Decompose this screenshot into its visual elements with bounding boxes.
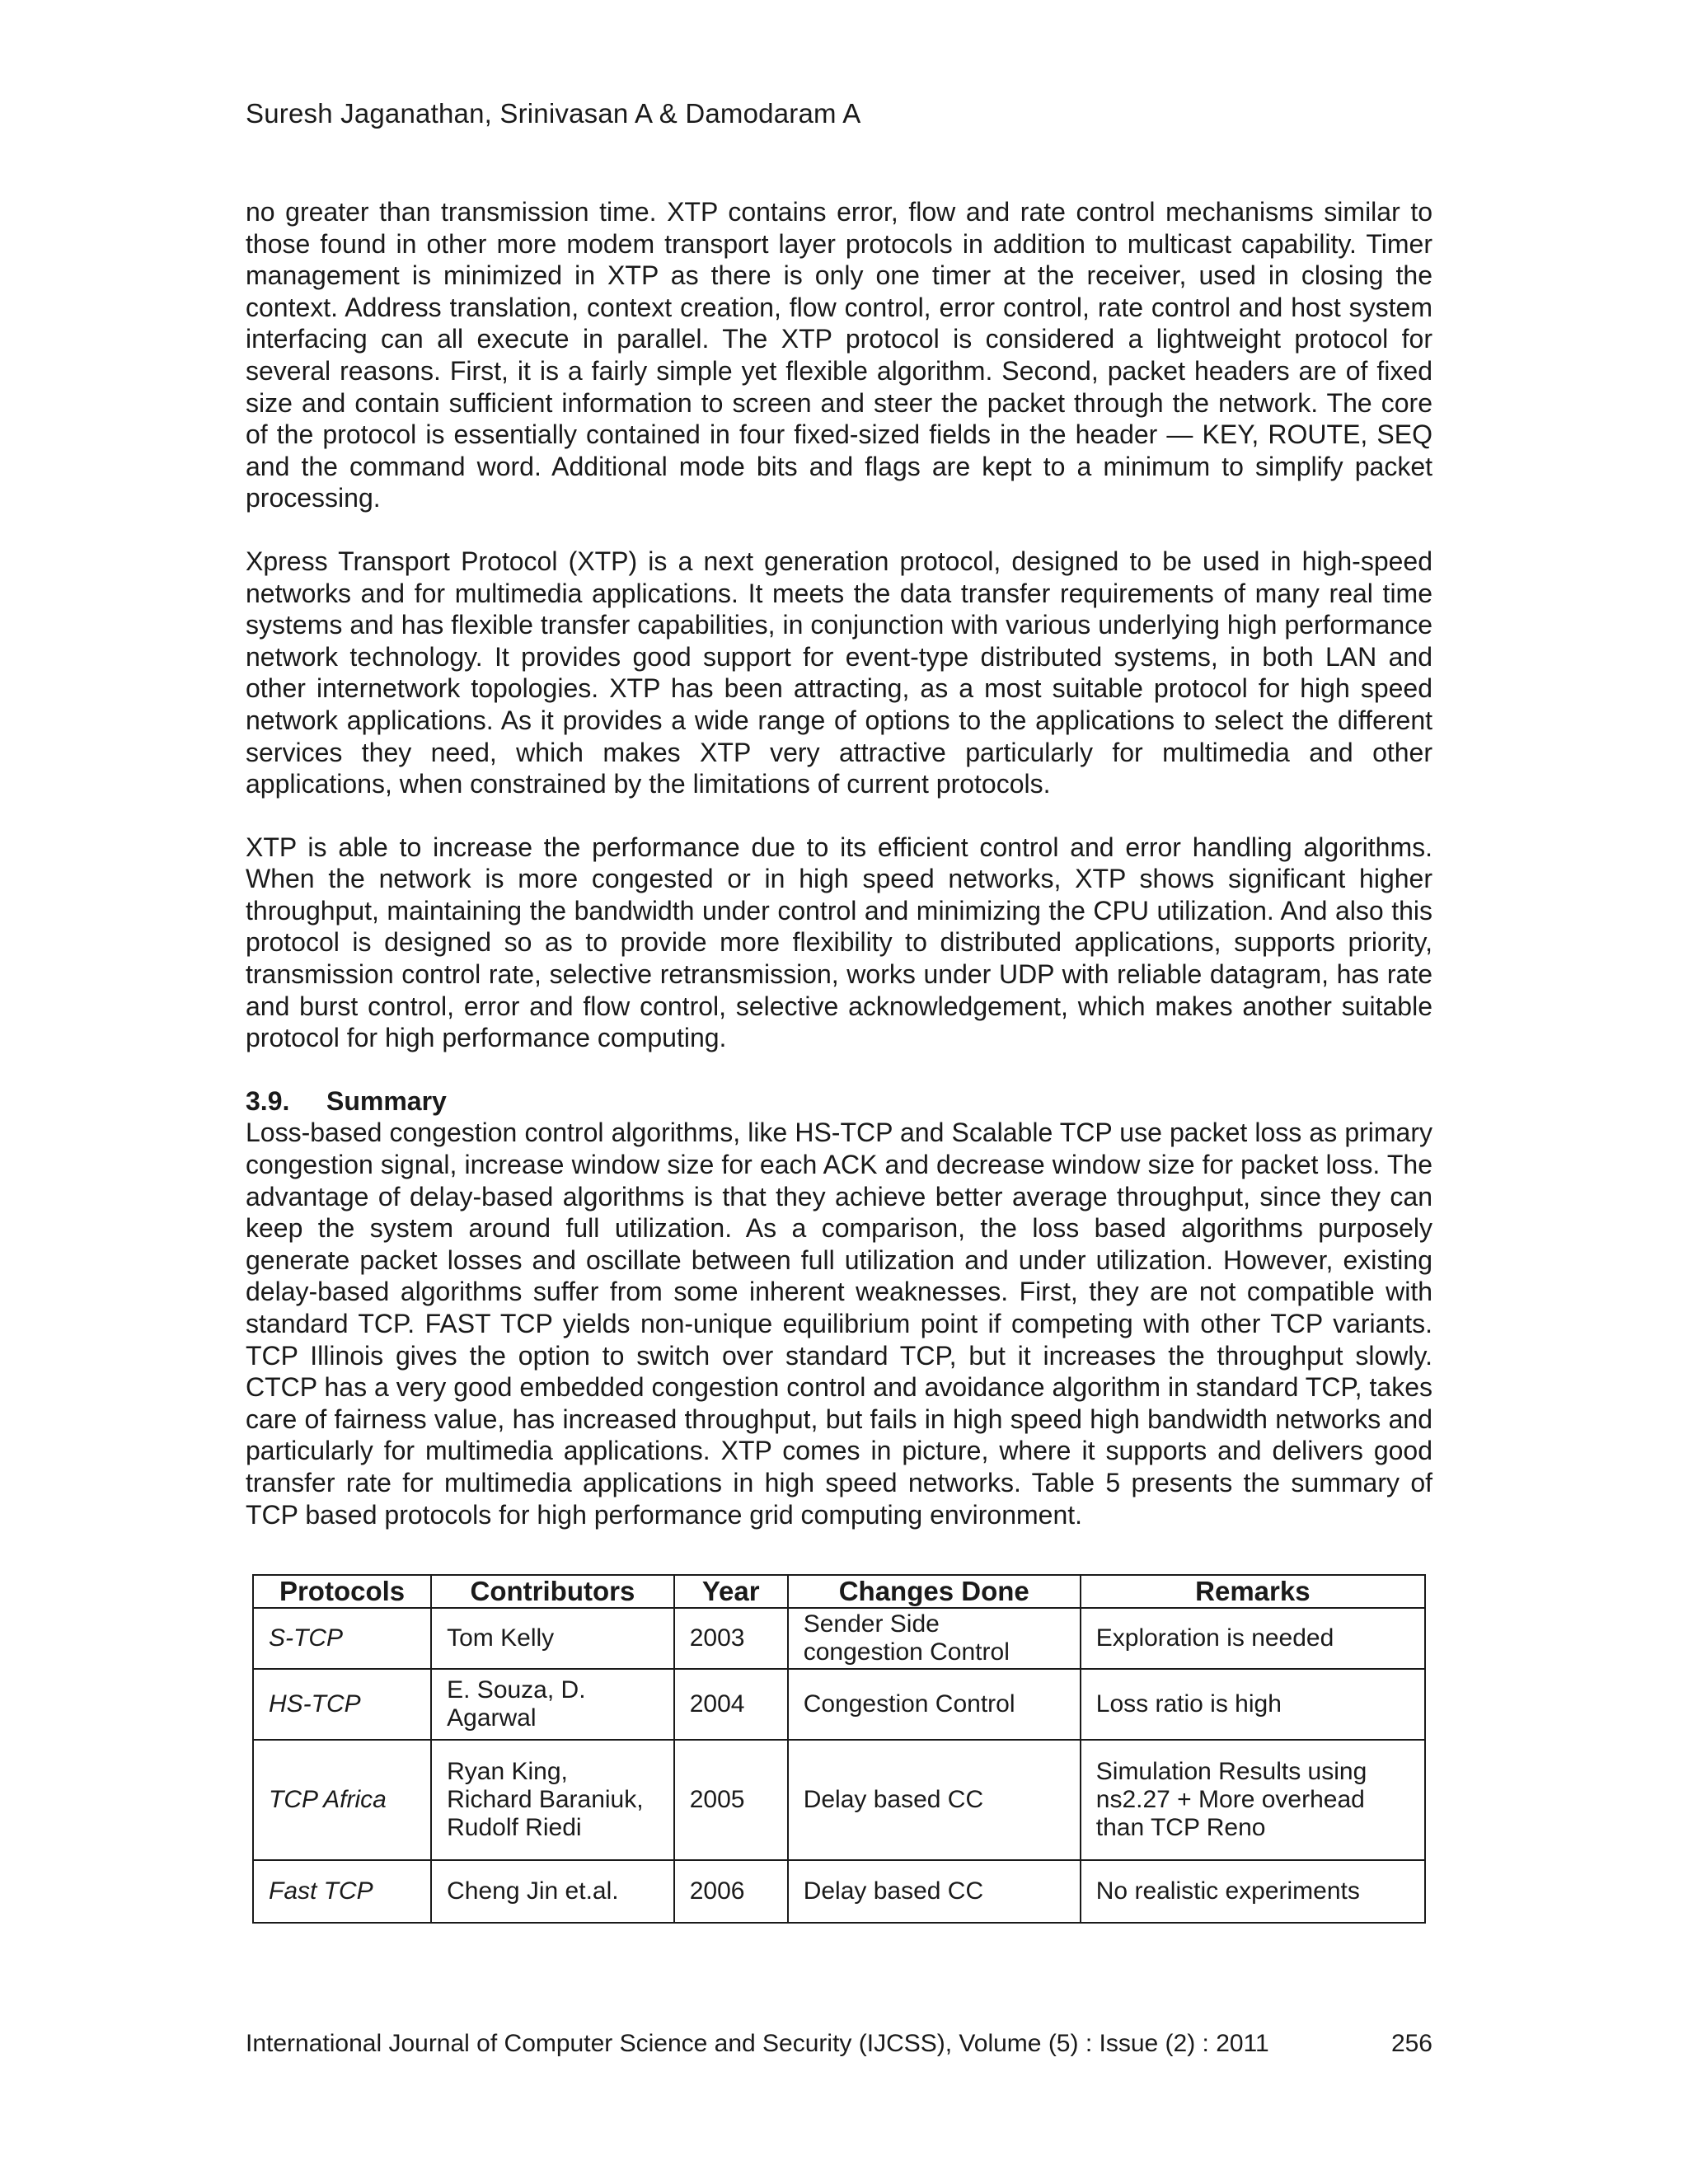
paragraph-summary: Loss-based congestion control algorithms, like HS-TCP and Scalable TCP use packet loss as primary congestion signal, increase window size for each ACK and decrease window size for packet loss. The advantage of delay-based algorithms is that they achieve better average throughput, since they can keep the system around full utilization. As a comparison, the loss based algorithms purposely generate packet losses and oscillate between full utilization and under utilization. However, existing delay-based algorithms suffer from some inherent weaknesses. First, they are not compatible with standard TCP. FAST TCP yields non-unique equilibrium point if competing with other TCP variants. TCP Illinois gives the option to switch over standard TCP, but it increases the throughput slowly. CTCP has a very good embedded congestion control and avoidance algorithm in standard TCP, takes care of fairness value, has increased throughput, but fails in high speed high bandwidth networks and particularly for multimedia applications. XTP comes in picture, where it supports and delivers good transfer rate for multimedia applications in high speed networks. Table 5 presents the summary of TCP based protocols for high performance grid computing environment. [246, 1118, 1432, 1530]
table-row [253, 1608, 1425, 1669]
section-heading [246, 1085, 1432, 1118]
cell-protocol: HS-TCP [253, 1669, 431, 1740]
running-header-authors: Suresh Jaganathan, Srinivasan A & Damodaram A [246, 98, 861, 129]
header-protocols: Protocols [253, 1575, 431, 1608]
cell-year: 2006 [674, 1860, 788, 1923]
cell-contributors: Tom Kelly [431, 1608, 674, 1669]
cell-year: 2004 [674, 1669, 788, 1740]
cell-protocol: TCP Africa [253, 1740, 431, 1860]
cell-changes: Delay based CC [788, 1860, 1081, 1923]
table-header-row [253, 1575, 1425, 1608]
cell-changes: Sender Side congestion Control [788, 1608, 1081, 1669]
cell-protocol: S-TCP [253, 1608, 431, 1669]
cell-remarks: Exploration is needed [1081, 1608, 1425, 1669]
footer-journal: International Journal of Computer Science and Security (IJCSS), Volume (5) : Issue (2) : 2011 [246, 2030, 1269, 2057]
table-row [253, 1669, 1425, 1740]
header-remarks: Remarks [1081, 1575, 1425, 1608]
paragraph-xtp-performance: XTP is able to increase the performance due to its efficient control and error handling algorithms. When the network is more congested or in high speed networks, XTP shows significant higher throughput, maintaining the bandwidth under control and minimizing the CPU utilization. And also this protocol is designed so as to provide more flexibility to distributed applications, supports priority, transmission control rate, selective retransmission, works under UDP with reliable datagram, has rate and burst control, error and flow control, selective acknowledgement, which makes another suitable protocol for high performance computing. [246, 832, 1432, 1053]
cell-remarks: No realistic experiments [1081, 1860, 1425, 1923]
table-row [253, 1860, 1425, 1923]
body-text [246, 196, 1432, 1562]
summary-table [252, 1574, 1426, 1924]
cell-protocol: Fast TCP [253, 1860, 431, 1923]
table-row [253, 1740, 1425, 1860]
cell-remarks: Loss ratio is high [1081, 1669, 1425, 1740]
cell-contributors: Ryan King, Richard Baraniuk, Rudolf Riedi [431, 1740, 674, 1860]
cell-year: 2003 [674, 1608, 788, 1669]
cell-contributors: Cheng Jin et.al. [431, 1860, 674, 1923]
cell-remarks: Simulation Results using ns2.27 + More overhead than TCP Reno [1081, 1740, 1425, 1860]
header-changes-done: Changes Done [788, 1575, 1081, 1608]
paragraph-xtp-mechanisms: no greater than transmission time. XTP contains error, flow and rate control mechanisms similar to those found in other more modem transport layer protocols in addition to multicast capability. Timer management is minimized in XTP as there is only one timer at the receiver, used in closing the context. Address translation, context creation, flow control, error control, rate control and host system interfacing can all execute in parallel. The XTP protocol is considered a lightweight protocol for several reasons. First, it is a fairly simple yet flexible algorithm. Second, packet headers are of fixed size and contain sufficient information to screen and steer the packet through the network. The core of the protocol is essentially contained in four fixed-sized fields in the header — KEY, ROUTE, SEQ and the command word. Additional mode bits and flags are kept to a minimum to simplify packet processing. [246, 197, 1432, 513]
header-contributors: Contributors [431, 1575, 674, 1608]
cell-changes: Delay based CC [788, 1740, 1081, 1860]
header-year: Year [674, 1575, 788, 1608]
section-number: 3.9. [246, 1085, 290, 1116]
section-title: Summary [326, 1085, 447, 1116]
cell-contributors: E. Souza, D. Agarwal [431, 1669, 674, 1740]
cell-year: 2005 [674, 1740, 788, 1860]
page-number: 256 [1390, 2030, 1432, 2057]
cell-changes: Congestion Control [788, 1669, 1081, 1740]
paragraph-xtp-overview: Xpress Transport Protocol (XTP) is a next generation protocol, designed to be used in high-speed networks and for multimedia applications. It meets the data transfer requirements of many real time systems and has flexible transfer capabilities, in conjunction with various underlying high performance network technology. It provides good support for event-type distributed systems, in both LAN and other internetwork topologies. XTP has been attracting, as a most suitable protocol for high speed network applications. As it provides a wide range of options to the applications to select the different services they need, which makes XTP very attractive particularly for multimedia and other applications, when constrained by the limitations of current protocols. [246, 546, 1432, 799]
